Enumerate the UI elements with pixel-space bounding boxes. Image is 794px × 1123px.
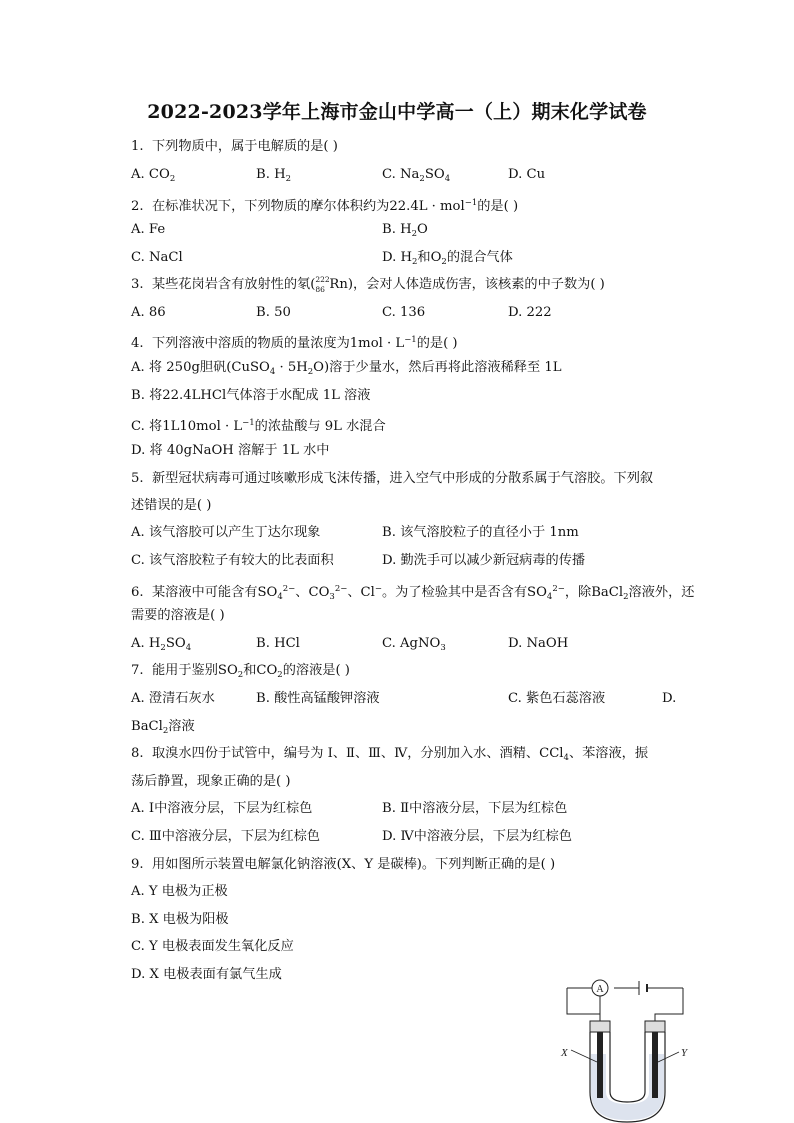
stem-text: 下列物质中，属于电解质的是( ): [151, 139, 338, 154]
text: 溶液外，还: [628, 585, 695, 600]
sup: 2−: [282, 584, 296, 594]
text: 、苯溶液，振: [568, 746, 649, 761]
text: 的浓盐酸与 9L 水混合: [254, 419, 386, 434]
circuit-wire: [655, 988, 683, 1042]
question-5-stem-line-2: 述错误的是( ): [131, 498, 212, 513]
text: 某溶液中可能含有SO: [151, 585, 278, 600]
text: 溶液: [168, 719, 195, 734]
sub: 2: [307, 367, 314, 377]
text: 。为了检验其中是否含有SO: [381, 585, 547, 600]
text: 和O: [417, 250, 442, 265]
q4-option-a: [131, 359, 561, 381]
sub: 2: [411, 229, 417, 239]
q3-option-b: B. 50: [256, 305, 291, 320]
sub: 2: [419, 174, 425, 184]
q3-option-d: D. 222: [508, 305, 552, 320]
element-symbol: Rn: [329, 277, 348, 292]
question-number: 4.: [131, 336, 144, 351]
text: O)溶于少量水，然后再将此溶液稀释至 1L: [313, 360, 562, 375]
q9-option-c: C. Y 电极表面发生氧化反应: [131, 939, 294, 954]
text: BaCl: [131, 719, 163, 734]
q8-option-b: B. Ⅱ中溶液分层，下层为红棕色: [382, 801, 568, 816]
question-2-stem: [131, 194, 518, 216]
text: C. 将1L10mol · L: [131, 419, 243, 434]
question-3-stem: [131, 276, 605, 294]
sub: 2: [160, 643, 166, 653]
question-number: 6.: [131, 585, 144, 600]
text: 、CO: [295, 585, 330, 600]
sub: 4: [269, 367, 276, 377]
q2-option-c: C. NaCl: [131, 250, 183, 265]
text: 的是( ): [477, 199, 519, 214]
q6-option-a: [131, 635, 191, 657]
question-number: 7.: [131, 663, 144, 678]
u-tube-inner: [610, 1032, 645, 1102]
question-number: 5.: [131, 471, 144, 486]
sub: 2: [169, 174, 176, 184]
text: A. CO: [131, 167, 170, 182]
text: ，除BaCl: [564, 585, 624, 600]
sub: 2: [162, 726, 169, 736]
sub: 4: [546, 592, 553, 602]
q7-option-b: B. 酸性高锰酸钾溶液: [256, 691, 380, 706]
text: 的是( ): [416, 336, 458, 351]
sub: 4: [444, 174, 451, 184]
question-1-stem: [131, 138, 338, 156]
q4-option-d: D. 将 40gNaOH 溶解于 1L 水中: [131, 443, 330, 458]
q1-option-c: [382, 166, 450, 188]
sub: 2: [285, 174, 291, 184]
q3-option-c: C. 136: [382, 305, 426, 320]
question-4-stem: [131, 331, 458, 353]
q7-option-a: A. 澄清石灰水: [131, 691, 215, 706]
q8-option-a: A. Ⅰ中溶液分层，下层为红棕色: [131, 801, 313, 816]
question-number: 9.: [131, 857, 144, 872]
text: 某些花岗岩含有放射性的氡(: [151, 277, 316, 292]
text: C. AgNO: [382, 636, 441, 651]
text: A. 将 250g胆矾(CuSO: [131, 360, 270, 375]
sup: −1: [404, 335, 417, 345]
sup: −1: [242, 418, 255, 428]
label-x: X: [561, 1047, 568, 1059]
right-stopper: [645, 1021, 665, 1032]
text: D. H: [382, 250, 412, 265]
question-5-stem-line-1: [131, 470, 653, 488]
sub: 2: [237, 670, 244, 680]
electrode-x: [597, 1032, 603, 1098]
question-6-stem-line-2: 需要的溶液是( ): [131, 608, 225, 623]
text: 和CO: [243, 663, 278, 678]
text: )，会对人体造成伤害，该核素的中子数为( ): [347, 277, 605, 292]
question-7-stem: [131, 662, 350, 684]
sub: 2: [277, 670, 283, 680]
question-number: 3.: [131, 277, 144, 292]
text: 新型冠状病毒可通过咳嗽形成飞沫传播，进入空气中形成的分散系属于气溶胶。下列叙: [151, 471, 654, 486]
question-9-stem: [131, 856, 555, 874]
q2-option-d: [382, 249, 513, 271]
text: 在标准状况下，下列物质的摩尔体积约为22.4L · mol: [151, 199, 465, 214]
text: 的溶液是( ): [282, 663, 350, 678]
q9-option-b: B. X 电极为阳极: [131, 912, 229, 927]
text: 下列溶液中溶质的物质的量浓度为1mol · L: [151, 336, 405, 351]
q9-option-a: A. Y 电极为正极: [131, 884, 228, 899]
text: 能用于鉴别SO: [151, 663, 238, 678]
sub: 4: [185, 643, 192, 653]
text: B. H: [256, 167, 286, 182]
question-6-stem-line-1: [131, 580, 694, 606]
text: · 5H: [275, 360, 308, 375]
q6-option-c: [382, 635, 446, 657]
q7-option-c: C. 紫色石蕊溶液: [508, 691, 606, 706]
q1-option-a: [131, 166, 175, 188]
q7-option-d-text: [131, 718, 195, 740]
question-number: 1.: [131, 139, 144, 154]
sub: 3: [329, 592, 335, 602]
atomic-number: 86: [315, 285, 325, 294]
question-8-stem-line-2: 荡后静置，现象正确的是( ): [131, 774, 291, 789]
q5-option-c: C. 该气溶胶粒子有较大的比表面积: [131, 553, 334, 568]
text: O: [417, 222, 428, 237]
page-title: 2022-2023学年上海市金山中学高一（上）期末化学试卷: [147, 101, 647, 123]
question-8-stem-line-1: [131, 745, 648, 767]
left-stopper: [590, 1021, 610, 1032]
text: 取溴水四份于试管中，编号为 Ⅰ、Ⅱ、Ⅲ、Ⅳ，分别加入水、酒精、CCl: [151, 746, 564, 761]
mass-number: 222: [315, 275, 330, 284]
electrolysis-apparatus-figure: [555, 974, 705, 1123]
text: B. H: [382, 222, 412, 237]
sub: 2: [412, 257, 418, 267]
text: C. Na: [382, 167, 420, 182]
question-number: 2.: [131, 199, 144, 214]
q8-option-d: D. Ⅳ中溶液分层，下层为红棕色: [382, 829, 572, 844]
q6-option-b: B. HCl: [256, 636, 300, 651]
q3-option-a: A. 86: [131, 305, 166, 320]
q7-option-d: D.: [662, 691, 677, 706]
electrode-y: [652, 1032, 658, 1098]
question-number: 8.: [131, 746, 144, 761]
text: 、Cl: [347, 585, 375, 600]
sub: 4: [277, 592, 283, 602]
sub: 2: [441, 257, 447, 267]
q2-option-a: A. Fe: [131, 222, 166, 237]
sup: 2−: [334, 584, 348, 594]
label-y: Y: [681, 1047, 688, 1059]
text: 用如图所示装置电解氯化钠溶液(X、Y 是碳棒)。下列判断正确的是( ): [151, 857, 556, 872]
text: A. H: [131, 636, 161, 651]
q1-option-d: D. Cu: [508, 167, 546, 182]
q8-option-c: C. Ⅲ中溶液分层，下层为红棕色: [131, 829, 320, 844]
q4-option-b: B. 将22.4LHCl气体溶于水配成 1L 溶液: [131, 388, 371, 403]
ammeter-label: A: [596, 984, 604, 995]
q2-option-b: [382, 221, 428, 243]
q5-option-b: B. 该气溶胶粒子的直径小于 1nm: [382, 525, 579, 540]
q5-option-d: D. 勤洗手可以减少新冠病毒的传播: [382, 553, 586, 568]
q6-option-d: D. NaOH: [508, 636, 569, 651]
sub: 3: [440, 643, 446, 653]
text: SO: [424, 167, 445, 182]
sup: 2−: [552, 584, 565, 594]
sup: −: [374, 584, 382, 594]
text: SO: [165, 636, 186, 651]
sub: 4: [563, 753, 569, 763]
sub: 2: [623, 592, 629, 602]
q9-option-d: D. X 电极表面有氯气生成: [131, 967, 282, 982]
nuclide-notation: [315, 276, 329, 294]
text: 的混合气体: [446, 250, 513, 265]
q1-option-b: [256, 166, 291, 188]
q5-option-a: A. 该气溶胶可以产生丁达尔现象: [131, 525, 321, 540]
q4-option-c: [131, 414, 386, 436]
sup: −1: [464, 198, 478, 208]
